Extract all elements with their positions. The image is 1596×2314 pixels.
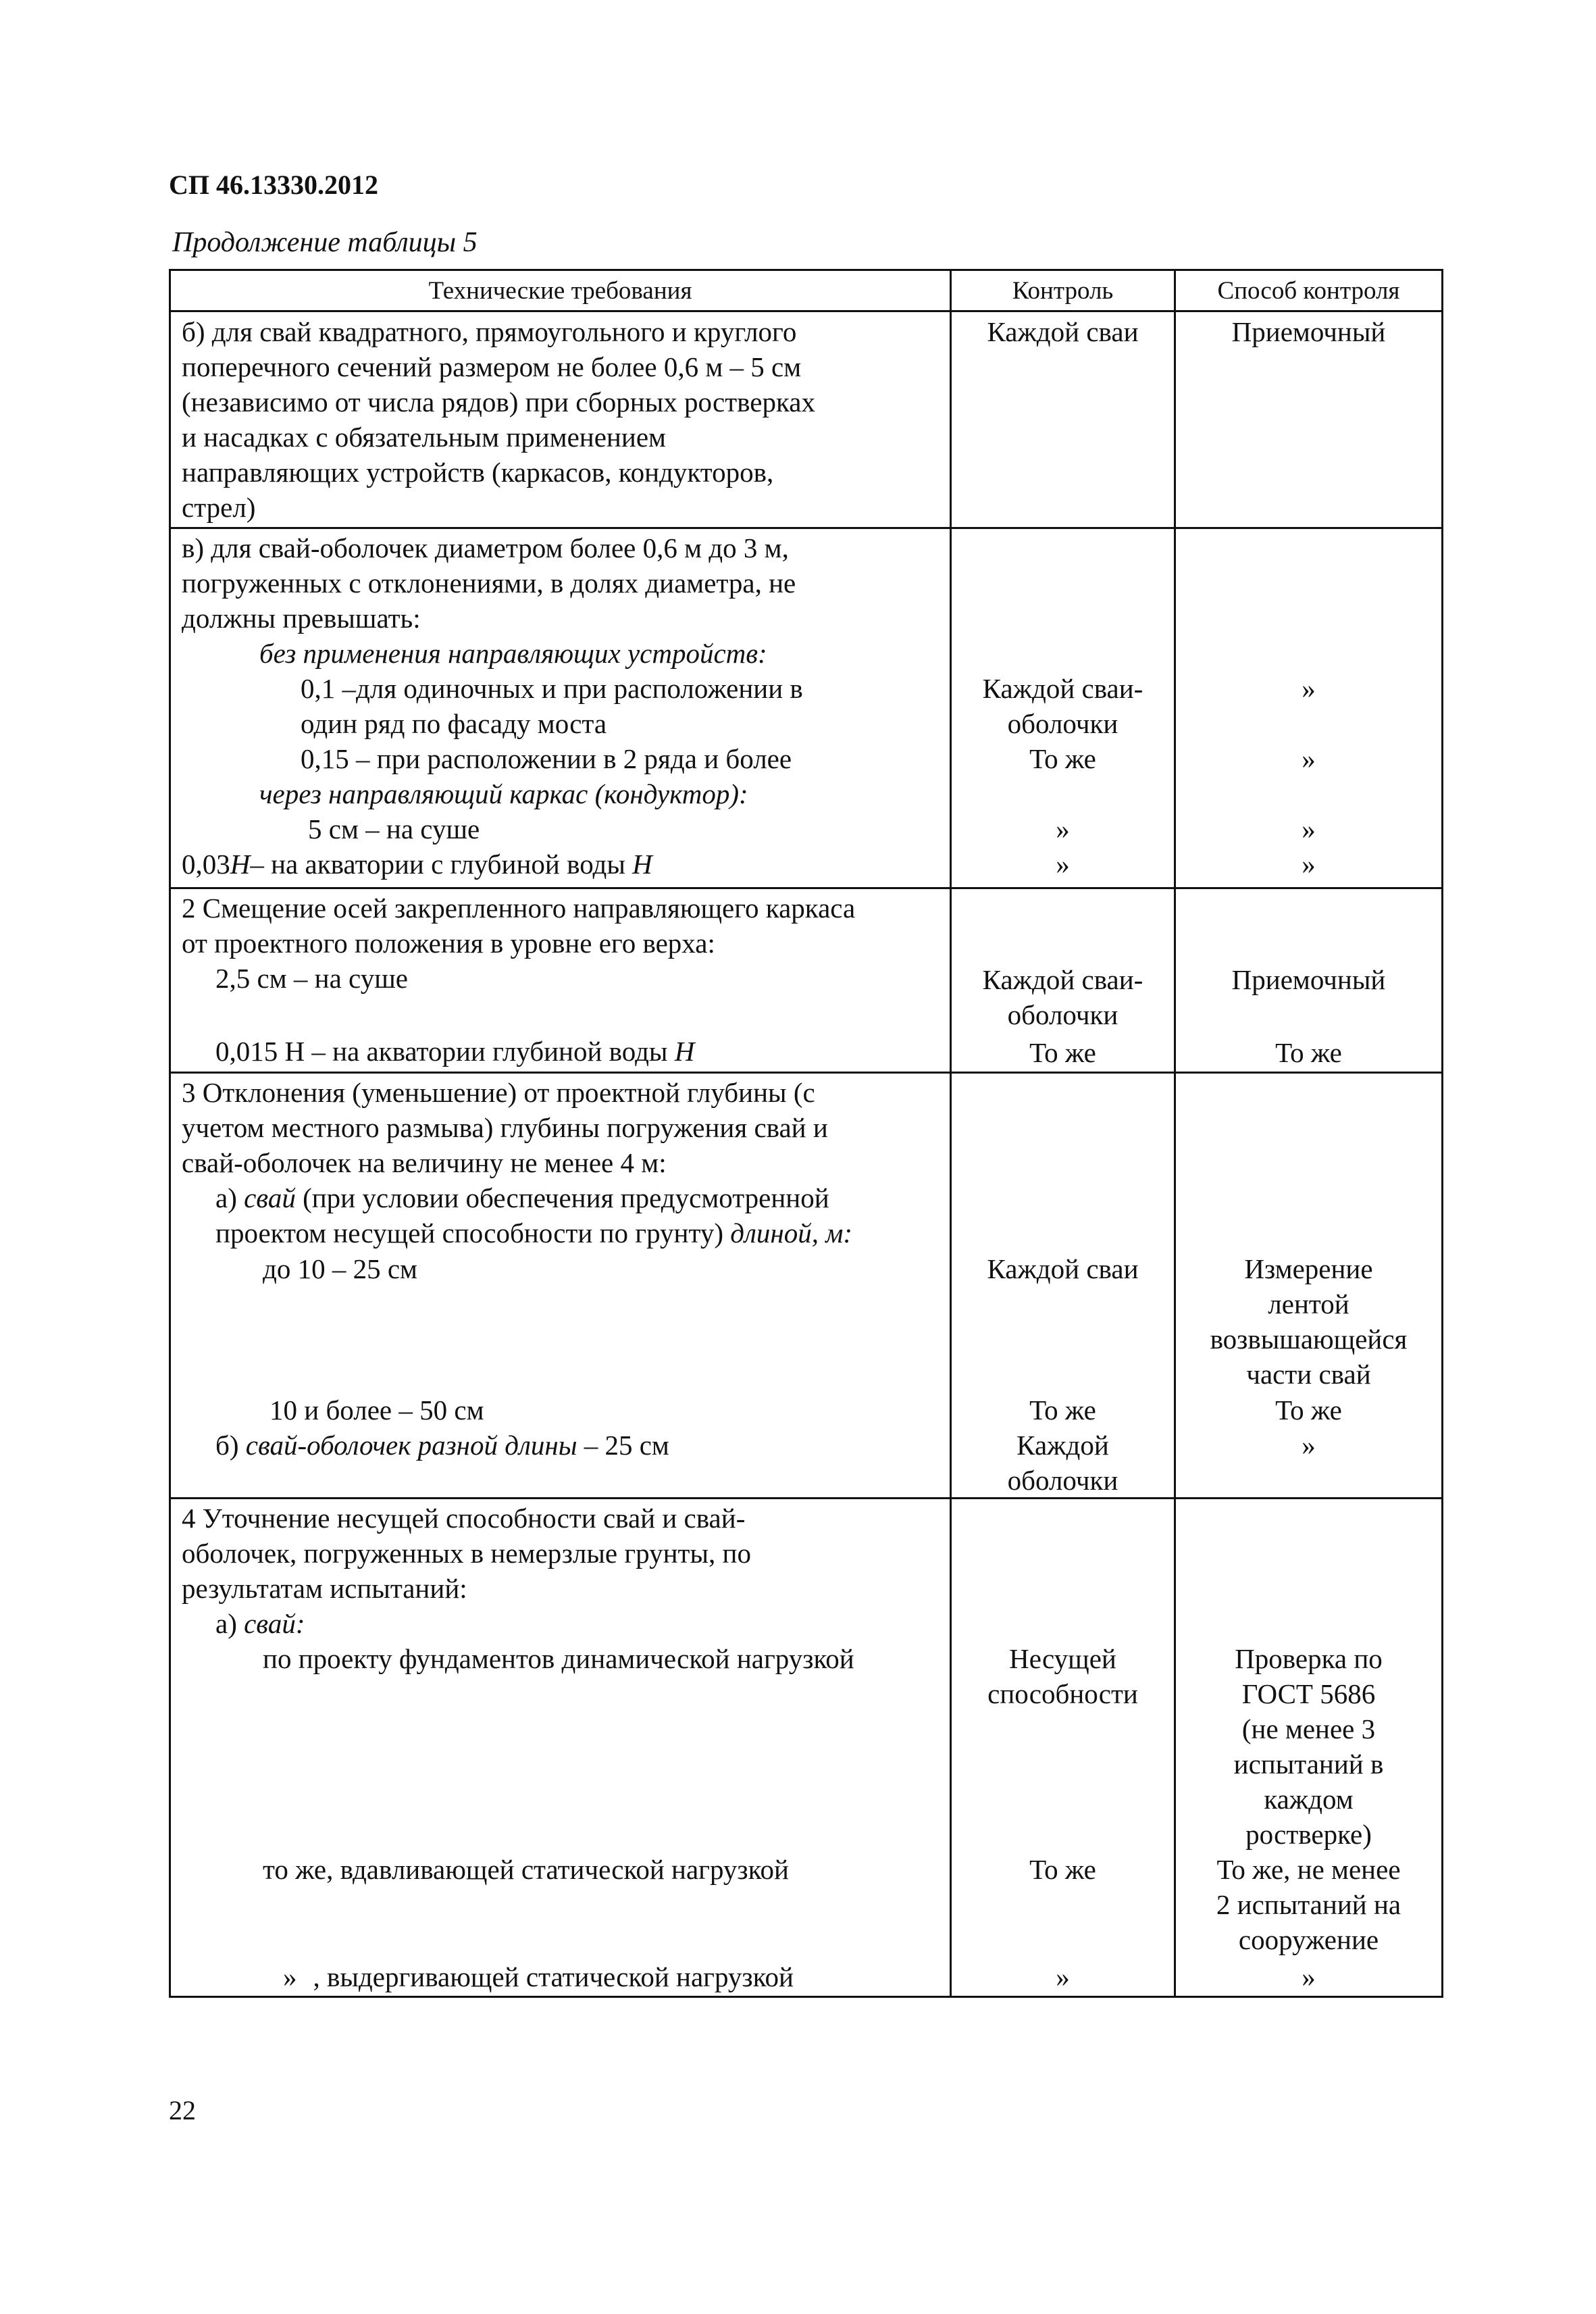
method-line: Проверка по <box>1235 1643 1383 1674</box>
control-line: оболочки <box>1007 1465 1118 1496</box>
method-cell <box>1176 889 1441 1072</box>
requirement-cell <box>171 889 950 1072</box>
method-line: лентой <box>1268 1288 1349 1319</box>
method-cell <box>1176 1499 1441 1996</box>
page-number: 22 <box>169 2095 196 2126</box>
method-line: 2 испытаний на <box>1216 1889 1401 1920</box>
table-caption: Продолжение таблицы 5 <box>172 227 478 258</box>
method-line: части свай <box>1246 1359 1371 1390</box>
method-line: Приемочный <box>1231 964 1386 995</box>
control-line: оболочки <box>1007 999 1118 1030</box>
method-line: То же <box>1275 1037 1342 1068</box>
method-line: » <box>1302 849 1316 880</box>
table-header-row <box>170 270 1443 311</box>
requirement-line: в) для свай-оболочек диаметром более 0,6 м до 3 м, <box>182 532 789 563</box>
control-line: Каждой сваи- <box>982 673 1143 704</box>
method-cell <box>1176 529 1441 887</box>
requirement-line: » , выдергивающей статической нагрузкой <box>283 1961 794 1992</box>
requirement-line: (независимо от числа рядов) при сборных ростверках <box>182 386 815 418</box>
control-line: оболочки <box>1007 708 1118 739</box>
method-line: испытаний в <box>1233 1749 1384 1780</box>
requirement-line: то же, вдавливающей статической нагрузкой <box>263 1854 789 1885</box>
method-line: сооружение <box>1238 1924 1379 1955</box>
requirement-line: б) свай-оболочек разной длины – 25 см <box>215 1430 669 1461</box>
control-line: То же <box>1029 1854 1096 1885</box>
requirements-table <box>169 269 1443 1998</box>
control-line: Каждой <box>1016 1430 1109 1461</box>
requirement-cell <box>171 1074 950 1497</box>
method-line: Измерение <box>1244 1253 1373 1284</box>
requirement-line: и насадках с обязательным применением <box>182 422 666 453</box>
header-method: Способ контроля <box>1175 270 1443 311</box>
requirement-line: погруженных с отклонениями, в долях диаметра, не <box>182 568 796 599</box>
method-line: каждом <box>1264 1784 1354 1815</box>
requirement-line: 2,5 см – на суше <box>215 963 408 994</box>
control-cell <box>952 529 1174 887</box>
requirement-line: от проектного положения в уровне его верха: <box>182 928 715 959</box>
table-row <box>170 1499 1443 1997</box>
table-row <box>170 1073 1443 1499</box>
table-row <box>170 888 1443 1073</box>
requirement-line: должны превышать: <box>182 603 421 634</box>
control-line: То же <box>1029 1394 1096 1426</box>
requirement-line: оболочек, погруженных в немерзлые грунты, по <box>182 1538 751 1569</box>
control-line: » <box>1056 849 1070 880</box>
requirement-cell <box>171 1499 950 1996</box>
requirement-line: проектом несущей способности по грунту) длиной, м: <box>215 1217 853 1249</box>
requirement-line: б) для свай квадратного, прямоугольного и круглого <box>182 316 797 347</box>
method-cell <box>1176 1074 1441 1497</box>
requirement-line: стрел) <box>182 492 256 523</box>
control-line: способности <box>987 1678 1138 1709</box>
requirement-line: 5 см – на суше <box>308 813 480 845</box>
document-code: СП 46.13330.2012 <box>169 170 378 200</box>
control-cell <box>952 889 1174 1072</box>
requirement-line: 2 Смещение осей закрепленного направляющего каркаса <box>182 892 856 924</box>
control-line: » <box>1056 1961 1070 1992</box>
requirement-line: направляющих устройств (каркасов, кондукторов, <box>182 457 774 488</box>
table-row <box>170 528 1443 888</box>
method-line: ростверке) <box>1245 1819 1372 1850</box>
control-line: Каждой сваи <box>987 316 1139 347</box>
control-cell <box>952 1074 1174 1497</box>
method-line: То же, не менее <box>1216 1854 1401 1885</box>
requirement-line: свай-оболочек на величину не менее 4 м: <box>182 1147 667 1178</box>
requirement-line: без применения направляющих устройств: <box>259 638 767 669</box>
requirement-line: 0,1 –для одиночных и при расположении в <box>301 673 803 704</box>
control-line: Каждой сваи- <box>982 964 1143 995</box>
control-line: » <box>1056 813 1070 845</box>
table-row <box>170 311 1443 528</box>
method-line: » <box>1302 1961 1316 1992</box>
requirement-line: до 10 – 25 см <box>263 1253 418 1284</box>
requirement-line: 3 Отклонения (уменьшение) от проектной глубины (с <box>182 1077 815 1108</box>
method-line: ГОСТ 5686 <box>1241 1678 1376 1709</box>
method-line: возвышающейся <box>1210 1324 1408 1355</box>
method-line: » <box>1302 743 1316 774</box>
requirement-line: а) свай (при условии обеспечения предусмотренной <box>215 1182 829 1213</box>
requirement-line: 0,03H– на акватории с глубиной воды H <box>182 849 652 880</box>
header-control: Контроль <box>951 270 1175 311</box>
method-line: Приемочный <box>1231 316 1386 347</box>
control-cell <box>952 1499 1174 1996</box>
requirement-line: один ряд по фасаду моста <box>301 708 607 739</box>
method-cell <box>1176 312 1441 527</box>
requirement-line: 4 Уточнение несущей способности свай и свай- <box>182 1503 746 1534</box>
requirement-cell <box>171 529 950 887</box>
requirement-line: учетом местного размыва) глубины погружения свай и <box>182 1112 828 1143</box>
control-line: То же <box>1029 743 1096 774</box>
requirement-line: по проекту фундаментов динамической нагрузкой <box>263 1643 854 1674</box>
control-line: Каждой сваи <box>987 1253 1139 1284</box>
method-line: » <box>1302 673 1316 704</box>
requirement-line: 0,15 – при расположении в 2 ряда и более <box>301 743 792 774</box>
requirement-cell <box>171 312 950 527</box>
requirement-line: 10 и более – 50 см <box>269 1394 484 1426</box>
method-line: » <box>1302 813 1316 845</box>
requirement-line: результатам испытаний: <box>182 1573 467 1604</box>
control-line: То же <box>1029 1037 1096 1068</box>
requirement-line: поперечного сечений размером не более 0,6 м – 5 см <box>182 351 802 382</box>
method-line: То же <box>1275 1394 1342 1426</box>
control-line: Несущей <box>1009 1643 1116 1674</box>
control-cell <box>952 312 1174 527</box>
header-requirements: Технические требования <box>170 270 951 311</box>
method-line: » <box>1302 1430 1316 1461</box>
requirement-line: через направляющий каркас (кондуктор): <box>259 778 748 809</box>
requirement-line: 0,015 Н – на акватории глубиной воды H <box>215 1036 695 1067</box>
requirement-line: а) свай: <box>215 1608 305 1639</box>
method-line: (не менее 3 <box>1241 1713 1376 1744</box>
